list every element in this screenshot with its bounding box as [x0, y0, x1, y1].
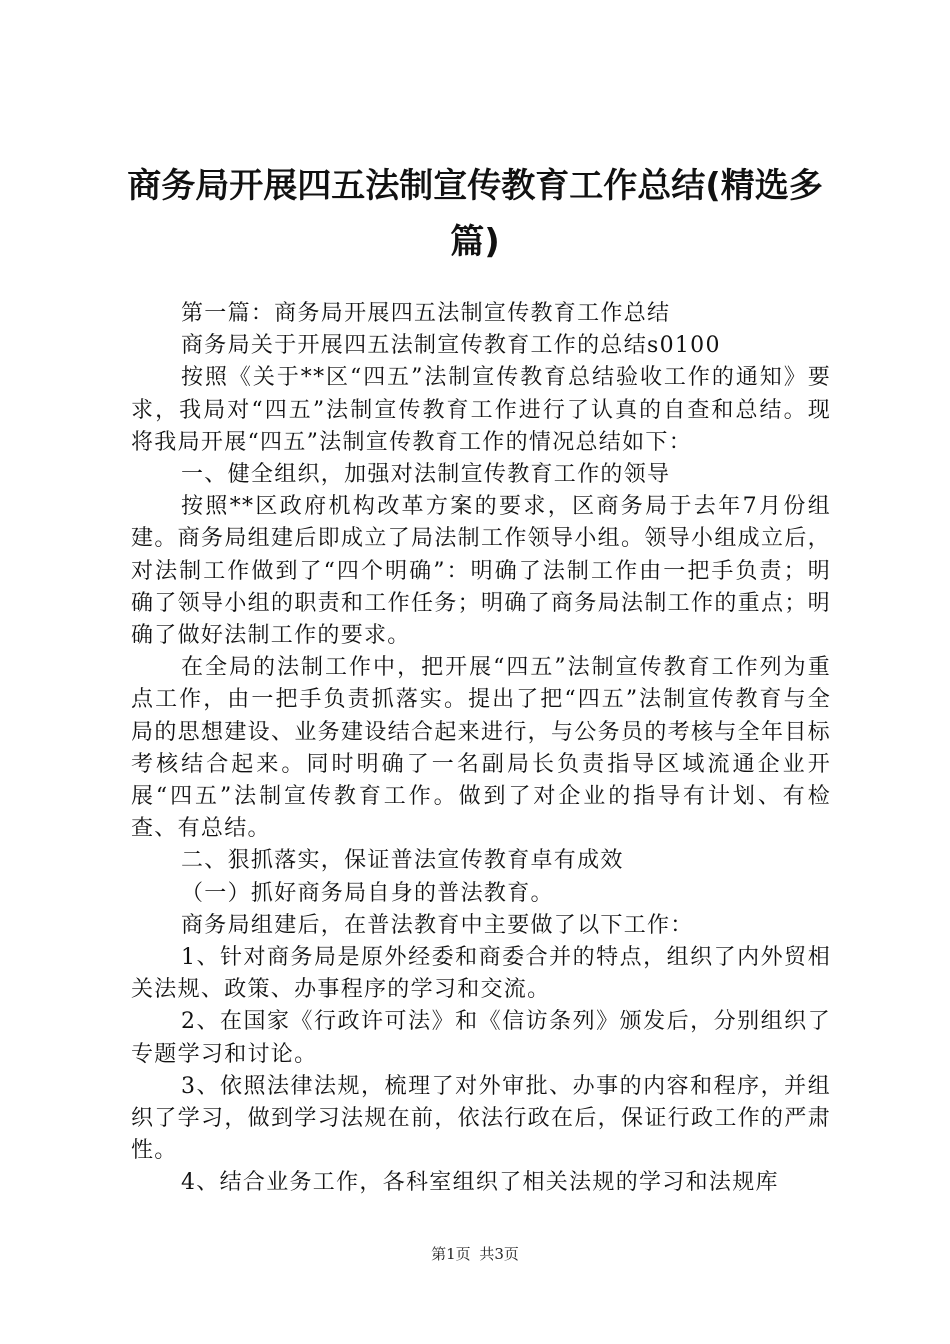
section-heading: 一、健全组织，加强对法制宣传教育工作的领导 [181, 462, 671, 488]
document-title: 商务局开展四五法制宣传教育工作总结(精选多篇) [127, 166, 823, 262]
subsection-heading: （一）抓好商务局自身的普法教育。 [181, 880, 554, 906]
paragraph: 第一篇：商务局开展四五法制宣传教育工作总结 [181, 301, 671, 326]
paragraph: 按照**区政府机构改革方案的要求，区商务局于去年7月份组建。商务局组建后即成立了局法制工作领导小组。领导小组成立后，对法制工作做到了“四个明确”：明确了法制工作由一把手负责；明确了领导小组的职责和工作任务；明确了商务局法制工作的重点；明确了做好法制工作的要求。 [131, 494, 831, 649]
paragraph: 在全局的法制工作中，把开展“四五”法制宣传教育工作列为重点工作，由一把手负责抓落实。提出了把“四五”法制宣传教育与全局的思想建设、业务建设结合起来进行，与公务员的考核与全年目标考核结合起来。同时明确了一名副局长负责指导区域流通企业开展“四五”法制宣传教育工作。做到了对企业的指导有计划、有检查、有总结。 [131, 655, 831, 842]
list-item: 3、依照法律法规，梳理了对外审批、办事的内容和程序，并组织了学习，做到学习法规在前，依法行政在后，保证行政工作的严肃性。 [131, 1073, 831, 1164]
list-item: 1、针对商务局是原外经委和商委合并的特点，组织了内外贸相关法规、政策、办事程序的学习和交流。 [131, 945, 831, 1003]
page-total: 共3页 [479, 1245, 519, 1263]
section-heading: 二、狠抓落实，保证普法宣传教育卓有成效 [181, 848, 624, 874]
list-item: 4、结合业务工作，各科室组织了相关法规的学习和法规库 [181, 1170, 779, 1196]
document-body [131, 298, 831, 1200]
page-number: 第1页 [431, 1245, 471, 1263]
page-footer [0, 1244, 950, 1264]
paragraph: 商务局组建后，在普法教育中主要做了以下工作： [181, 912, 694, 938]
list-item: 2、在国家《行政许可法》和《信访条列》颁发后，分别组织了专题学习和讨论。 [131, 1009, 831, 1067]
paragraph: 商务局关于开展四五法制宣传教育工作的总结s0100 [181, 333, 721, 359]
paragraph: 按照《关于**区“四五”法制宣传教育总结验收工作的通知》要求，我局对“四五”法制宣传教育工作进行了认真的自查和总结。现将我局开展“四五”法制宣传教育工作的情况总结如下： [131, 365, 831, 455]
